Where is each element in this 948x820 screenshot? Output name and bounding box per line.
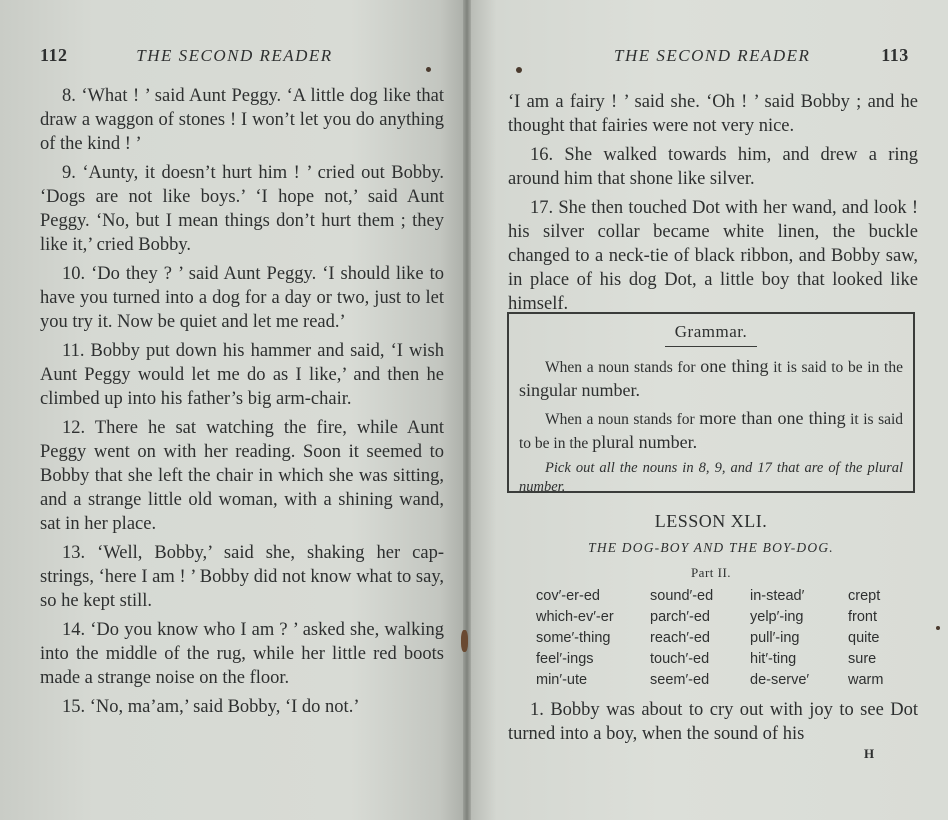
vocab-word: touch′-ed [650, 651, 710, 667]
rule-text: When a noun stands for [545, 359, 696, 376]
rule-emphasis: more than one thing [699, 408, 846, 428]
signature-mark: H [864, 746, 875, 761]
right-text-block [508, 90, 918, 321]
vocab-word: reach′-ed [650, 630, 710, 646]
rule-text: When a noun stands for [545, 411, 695, 428]
vocab-word: hit′-ting [750, 651, 797, 667]
paragraph-14: 14. ‘Do you know who I am ? ’ asked she, walking into the middle of the rug, while her little red boots made a strange noise on the floor. [40, 620, 444, 688]
lesson-text-block [508, 698, 918, 751]
vocab-word: feel′-ings [536, 651, 594, 667]
right-running-title: THE SECOND READER [614, 46, 811, 65]
vocab-word: yelp′-ing [750, 609, 804, 625]
paragraph-15: 15. ‘No, ma’am,’ said Bobby, ‘I do not.’ [62, 697, 360, 717]
paragraph-17: 17. She then touched Dot with her wand, and look ! his silver collar became white linen, the buckle changed to a neck-tie of black ribbon, and Bobby saw, in place of his dog Dot, a little boy that looked like himself. [508, 198, 918, 314]
lesson-paragraph-1: 1. Bobby was about to cry out with joy to see Dot turned into a boy, when the sound of his [508, 700, 918, 744]
stain-mark [461, 630, 468, 652]
right-running-head [614, 45, 909, 66]
paragraph-16: 16. She walked towards him, and drew a ring around him that shone like silver. [508, 145, 918, 189]
grammar-box [507, 312, 915, 493]
vocab-word: min′-ute [536, 672, 588, 688]
paragraph-11: 11. Bobby put down his hammer and said, ‘I wish Aunt Peggy would let me do as I like,’ and then he climbed up into his father’s big arm-chair. [40, 341, 444, 409]
vocab-word: de-serve′ [750, 672, 810, 688]
vocab-word: which-ev′-er [536, 609, 614, 625]
vocab-word: parch′-ed [650, 609, 710, 625]
vocab-word: sure [848, 651, 877, 667]
rule-text: it is said to be in the [773, 359, 903, 376]
vocabulary-table [536, 586, 918, 691]
rule-text: it is said to be in the [519, 411, 904, 452]
paragraph-13: 13. ‘Well, Bobby,’ said she, shaking her cap-strings, ‘here I am ! ’ Bobby did not know what to say, so he kept still. [40, 543, 444, 611]
paragraph-10: 10. ‘Do they ? ’ said Aunt Peggy. ‘I should like to have you turned into a dog for a day or two, just to let you try it. Now be quiet and let me read.’ [40, 264, 444, 332]
vocab-word: pull′-ing [750, 630, 800, 646]
left-running-head [40, 45, 333, 66]
grammar-exercise: Pick out all the nouns in 8, 9, and 17 that are of the plural number. [519, 460, 903, 495]
rule-emphasis: one thing [700, 356, 769, 376]
paragraph-8: 8. ‘What ! ’ said Aunt Peggy. ‘A little dog like that draw a waggon of stones ! I won’t let you do anything of the kind ! ’ [40, 86, 444, 154]
left-text-block [40, 84, 444, 724]
grammar-rule-plural [519, 407, 903, 455]
vocab-word: front [848, 609, 878, 625]
vocab-word: warm [848, 672, 884, 688]
book-gutter [463, 0, 471, 820]
lesson-subtitle: THE DOG-BOY AND THE BOY-DOG. [588, 540, 834, 555]
vocab-word: seem′-ed [650, 672, 710, 688]
lesson-part: Part II. [690, 565, 732, 580]
rule-emphasis: plural number. [592, 432, 698, 452]
vocab-word: cov′-er-ed [536, 588, 600, 604]
rule-emphasis: singular number. [519, 380, 640, 400]
vocab-word: in-stead′ [750, 588, 805, 604]
left-running-title: THE SECOND READER [136, 46, 333, 65]
vocab-word: crept [848, 588, 881, 604]
grammar-divider [665, 346, 757, 347]
paragraph-15-continuation: ‘I am a fairy ! ’ said she. ‘Oh ! ’ said Bobby ; and he thought that fairies were not very nice. [508, 92, 918, 136]
paragraph-9: 9. ‘Aunty, it doesn’t hurt him ! ’ cried out Bobby. ‘Dogs are not like boys.’ ‘I hope not,’ said Aunt Peggy. ‘No, but I mean things don’t hurt them ; they like it,’ cried Bobby. [40, 163, 444, 255]
ink-spot [516, 67, 522, 73]
ink-spot [426, 67, 431, 72]
vocab-word: sound′-ed [650, 588, 714, 604]
grammar-rule-singular [519, 355, 903, 403]
lesson-title: LESSON XLI. [654, 511, 768, 531]
left-page-number: 112 [40, 45, 68, 65]
left-page [0, 0, 468, 820]
vocab-word: some′-thing [536, 630, 611, 646]
vocab-word: quite [848, 630, 880, 646]
ink-spot [936, 626, 940, 630]
right-page-number: 113 [881, 45, 909, 65]
paragraph-12: 12. There he sat watching the fire, while Aunt Peggy went on with her reading. Soon it seemed to Bobby that she left the chair in which she was sitting, and a strange little old woman, with a shining wand, sat in her place. [40, 418, 444, 534]
grammar-title: Grammar. [674, 322, 748, 341]
